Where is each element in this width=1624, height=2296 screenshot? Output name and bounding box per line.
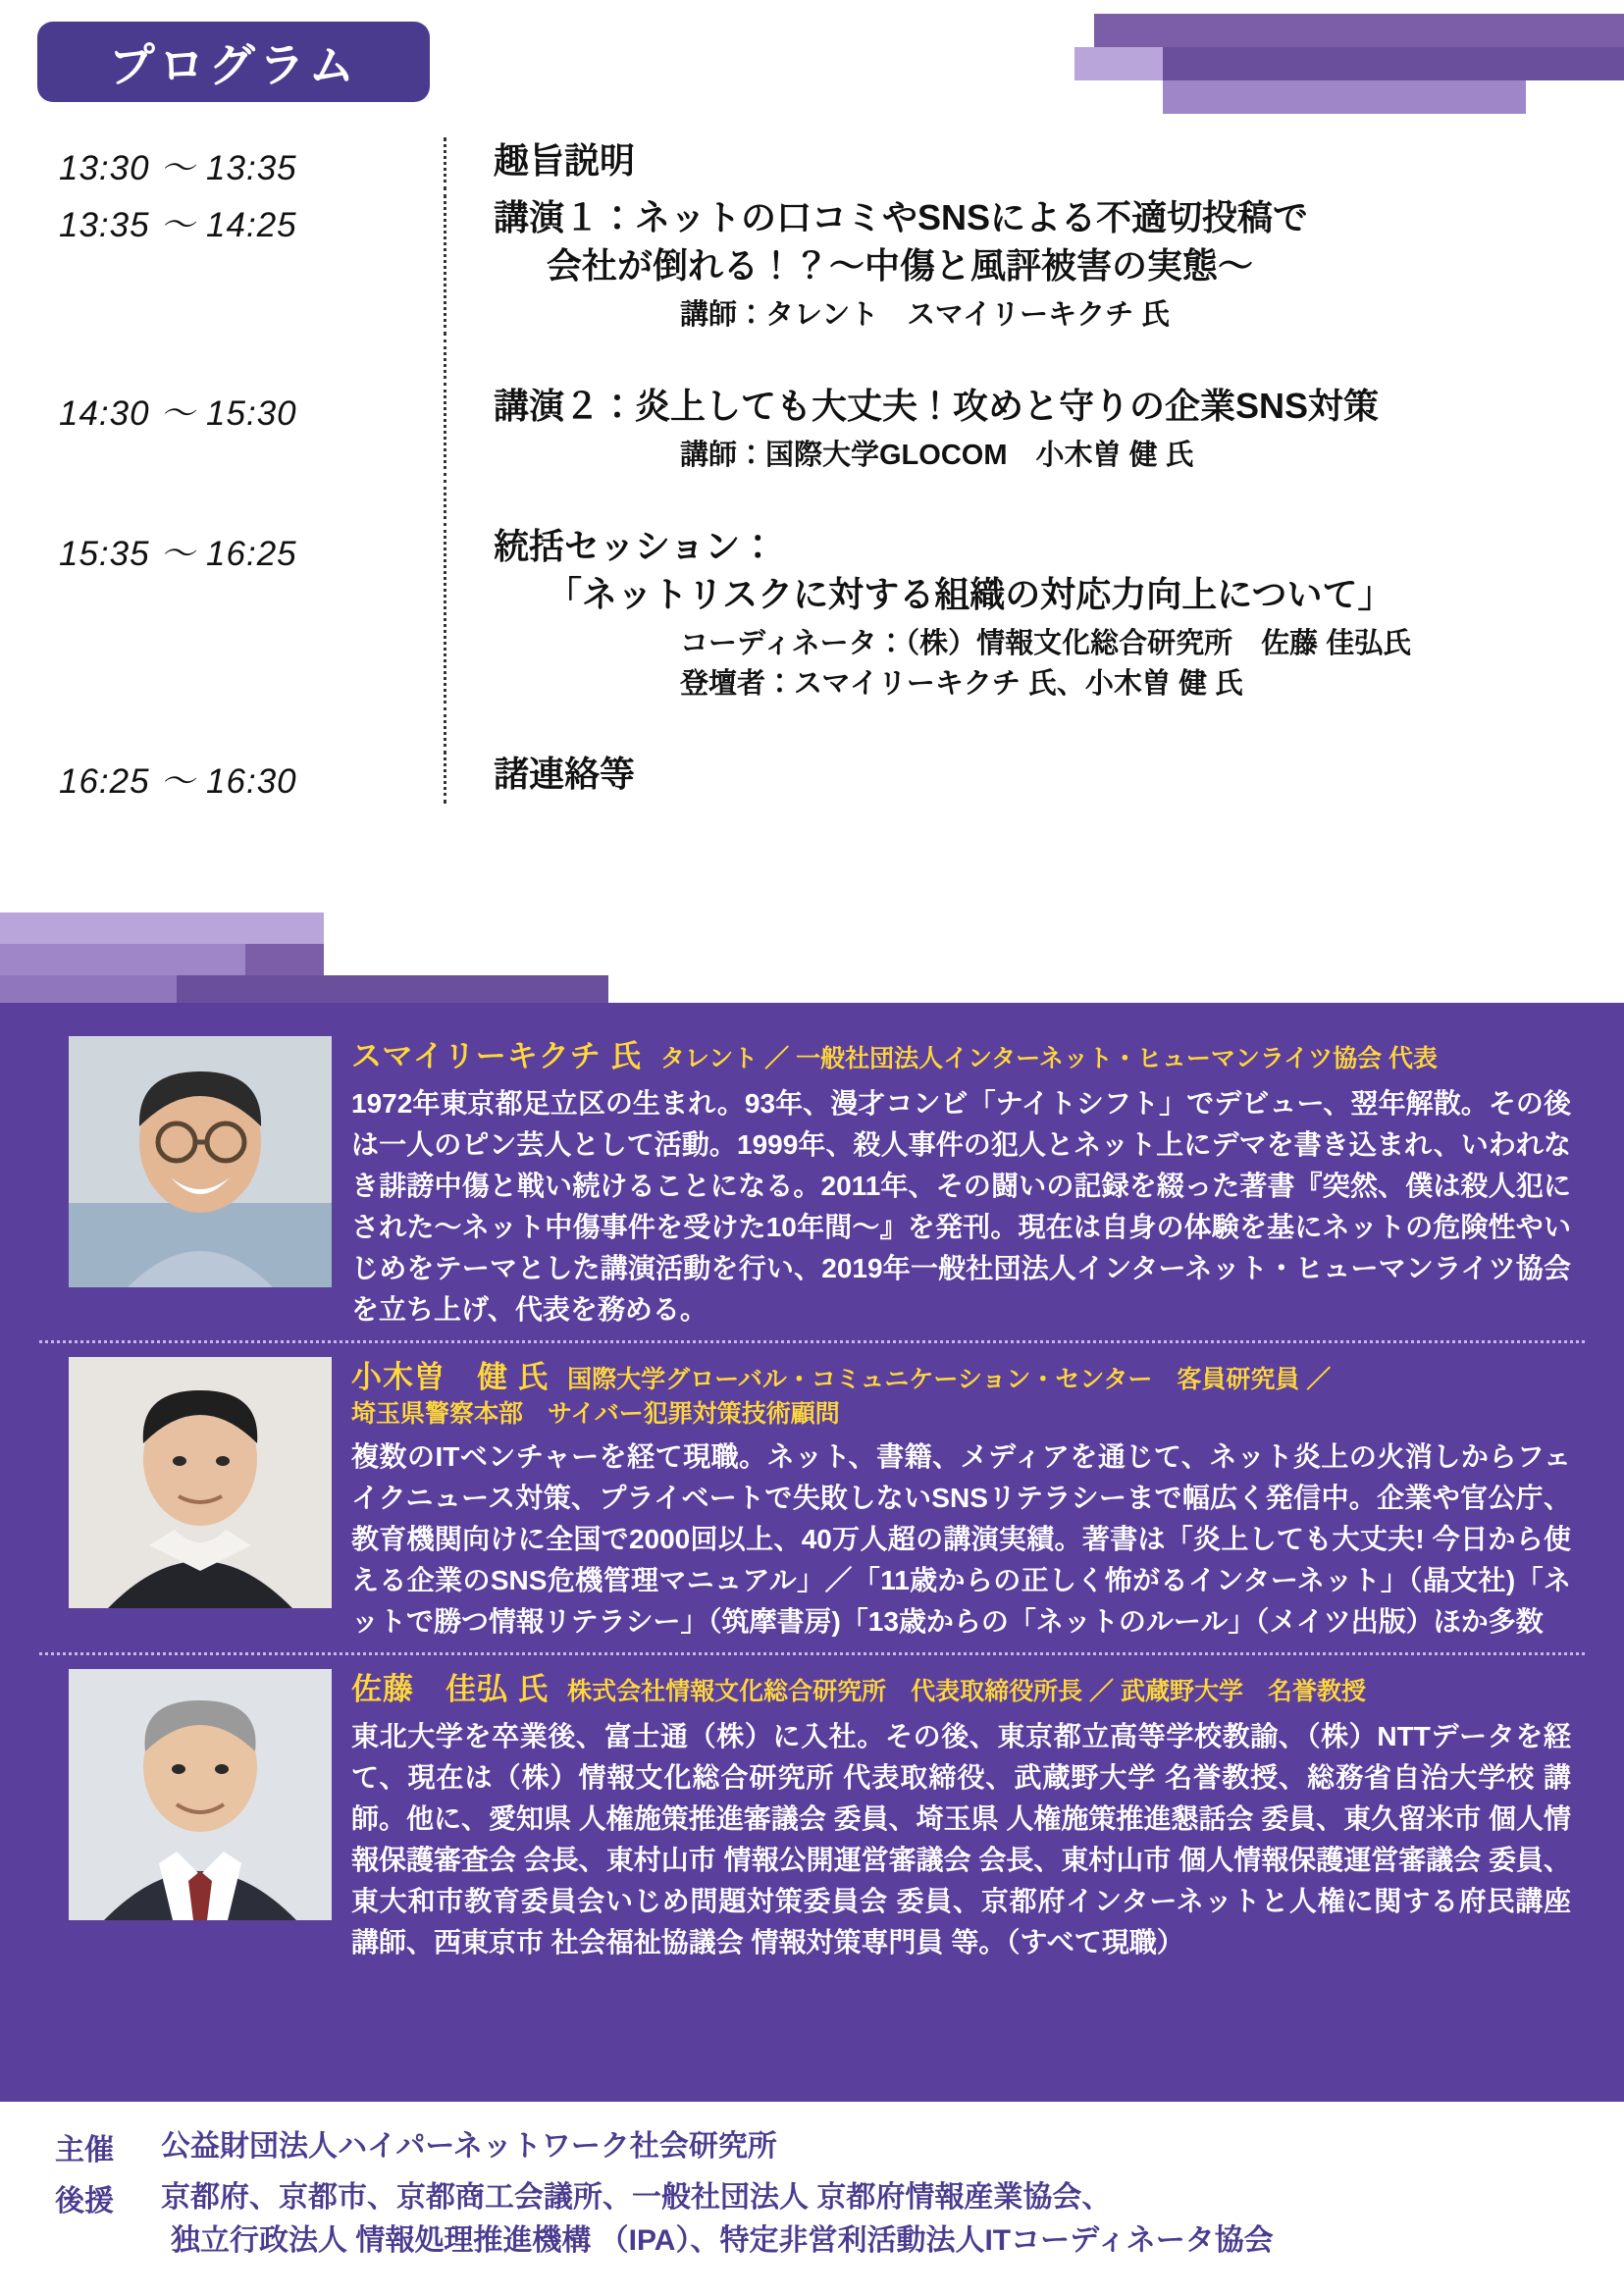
program-spacer (59, 339, 1570, 379)
program-title-line2: 会社が倒れる！？～中傷と風評被害の実態～ (547, 244, 1254, 286)
program-body (444, 751, 1570, 804)
speaker-photo-smiley-kikuchi (69, 1036, 332, 1287)
program-panelists: 登壇者：スマイリーキクチ 氏、小木曽 健 氏 (680, 667, 1244, 700)
program-title: 諸連絡等 (494, 754, 636, 795)
program-title: 統括セッション： (494, 525, 776, 566)
speaker-photo-sato-yoshihiro (69, 1669, 332, 1920)
speaker-role-line2: 埼玉県警察本部 サイバー犯罪対策技術顧問 (351, 1399, 840, 1428)
program-time: 14:30 ～ 15:30 (59, 393, 297, 433)
corner-decoration (1074, 0, 1624, 128)
deco-bar-6 (0, 944, 245, 975)
program-speaker: 講師：タレント スマイリーキクチ 氏 (680, 299, 1171, 332)
speaker-role: タレント ／ 一般社団法人インターネット・ヒューマンライツ協会 代表 (659, 1045, 1439, 1072)
program-title: 講演２：炎上しても大丈夫！攻めと守りの企業SNS対策 (494, 385, 1380, 426)
speaker-bio: 1972年東京都足立区の生まれ。93年、漫才コンビ「ナイトシフト」でデビュー、翌年解散。その後は一人のピン芸人として活動。1999年、殺人事件の犯人とネット上にデマを書き込まれ、いわれなき誹謗中傷と戦い続けることになる。2011年、その闘いの記録を綴った著書『突然、僕は殺人犯にされた～ネット中傷事件を受けた10年間～』を発刊。現在は自身の体験を基にネットの危険性やいじめをテーマとした講演活動を行い、2019年一般社団法人インターネット・ヒューマンライツ協会を立ち上げ、代表を務める。 (351, 1087, 1571, 1325)
program-time: 16:25 ～ 16:30 (59, 762, 297, 802)
speaker-profile (39, 1030, 1585, 1340)
program-coordinator: コーディネータ：（株）情報文化総合研究所 佐藤 佳弘氏 (680, 628, 1412, 660)
speaker-profile (39, 1652, 1585, 1973)
speaker-name-line (351, 1036, 1571, 1077)
footer-support-line2: 独立行政法人 情報処理推進機構 （IPA）、特定非営利活動法人ITコーディネータ協会 (171, 2223, 1274, 2257)
footer-host-text: 公益財団法人ハイパーネットワーク社会研究所 (161, 2130, 777, 2163)
footer (0, 2110, 1624, 2270)
footer-support-text (161, 2176, 1274, 2262)
page-title (37, 22, 430, 102)
program-speaker: 講師：国際大学GLOCOM 小木曽 健 氏 (680, 440, 1194, 472)
program-time-empty (59, 480, 444, 484)
speaker-name: 佐藤 佳弘 氏 (351, 1672, 550, 1707)
program-schedule (59, 137, 1570, 808)
footer-support-row (55, 2176, 1624, 2262)
speaker-photo-ogiso-ken (69, 1357, 332, 1608)
speaker-profile (39, 1340, 1585, 1653)
program-body-empty (444, 480, 1570, 519)
speaker-profiles-panel (0, 1003, 1624, 2102)
program-spacer (59, 707, 1570, 747)
deco-bar-7 (245, 944, 324, 975)
speaker-name: 小木曽 健 氏 (351, 1359, 550, 1394)
program-time-empty (59, 707, 444, 711)
deco-bar-2 (1163, 47, 1624, 80)
speaker-info (351, 1669, 1585, 1963)
deco-bar-4 (1074, 47, 1163, 80)
program-title-line2: 「ネットリスクに対する組織の対応力向上について」 (547, 573, 1393, 614)
program-row (59, 194, 1570, 336)
deco-bar-1 (1094, 14, 1624, 47)
speaker-bio: 複数のITベンチャーを経て現職。ネット、書籍、メディアを通じて、ネット炎上の火消しからフェイクニュース対策、プライベートで失敗しないSNSリテラシーまで幅広く発信中。企業や官公庁、教育機関向けに全国で2000回以上、40万人超の講演実績。著書は「炎上しても大丈夫! 今日から使える企業のSNS危機管理マニュアル」／「11歳からの正しく怖がるインターネット」（晶文社)「ネットで勝つ情報リテラシー」（筑摩書房)「13歳からの「ネットのルール」（メイツ出版）ほか多数 (351, 1441, 1571, 1638)
program-body-empty (444, 339, 1570, 379)
program-row (59, 137, 1570, 190)
program-time: 13:35 ～ 14:25 (59, 206, 297, 244)
footer-support-line1: 京都府、京都市、京都商工会議所、一般社団法人 京都府情報産業協会、 (161, 2181, 1112, 2214)
program-time-empty (59, 339, 444, 343)
deco-bar-3 (1163, 80, 1526, 114)
program-row (59, 523, 1570, 704)
speaker-role: 国際大学グローバル・コミュニケーション・センター 客員研究員 ／ (567, 1365, 1332, 1393)
speaker-info (351, 1036, 1585, 1331)
program-spacer (59, 480, 1570, 519)
speaker-name-line (351, 1669, 1571, 1710)
program-title: 趣旨説明 (494, 140, 636, 181)
program-body (444, 194, 1570, 336)
footer-support-label: 後援 (55, 2185, 114, 2218)
program-row (59, 383, 1570, 476)
program-title: 講演１：ネットの口コミやSNSによる不適切投稿で (494, 197, 1309, 237)
speaker-name: スマイリーキクチ 氏 (351, 1039, 643, 1073)
footer-host-label: 主催 (55, 2134, 114, 2166)
program-time: 13:30 ～ 13:35 (59, 149, 297, 187)
speaker-bio: 東北大学を卒業後、富士通（株）に入社。その後、東京都立高等学校教諭、（株）NTTデータを経て、現在は（株）情報文化総合研究所 代表取締役、武蔵野大学 名誉教授、総務省自治大学校 講師。他に、愛知県 人権施策推進審議会 委員、埼玉県 人権施策推進懇話会 委員、東久留米市 個人情報保護審査会 会長、東村山市 情報公開運営審議会 会長、東村山市 個人情報保護運営審議会 委員、東大和市教育委員会いじめ問題対策委員会 委員、京都府インターネットと人権に関する府民講座 講師、西東京市 社会福祉協議会 情報対策専門員 等。（すべて現職） (351, 1721, 1571, 1958)
speaker-info (351, 1357, 1585, 1644)
program-time: 15:35 ～ 16:25 (59, 534, 297, 573)
page-title-label: プログラム (108, 38, 359, 91)
speaker-name-line (351, 1357, 1571, 1432)
program-row (59, 751, 1570, 804)
program-body-empty (444, 707, 1570, 747)
footer-host-row (55, 2125, 1624, 2168)
speaker-role: 株式会社情報文化総合研究所 代表取締役所長 ／ 武蔵野大学 名誉教授 (567, 1678, 1366, 1706)
program-body (444, 383, 1570, 476)
program-body (444, 523, 1570, 704)
program-body (444, 137, 1570, 190)
deco-bar-5 (0, 913, 324, 944)
